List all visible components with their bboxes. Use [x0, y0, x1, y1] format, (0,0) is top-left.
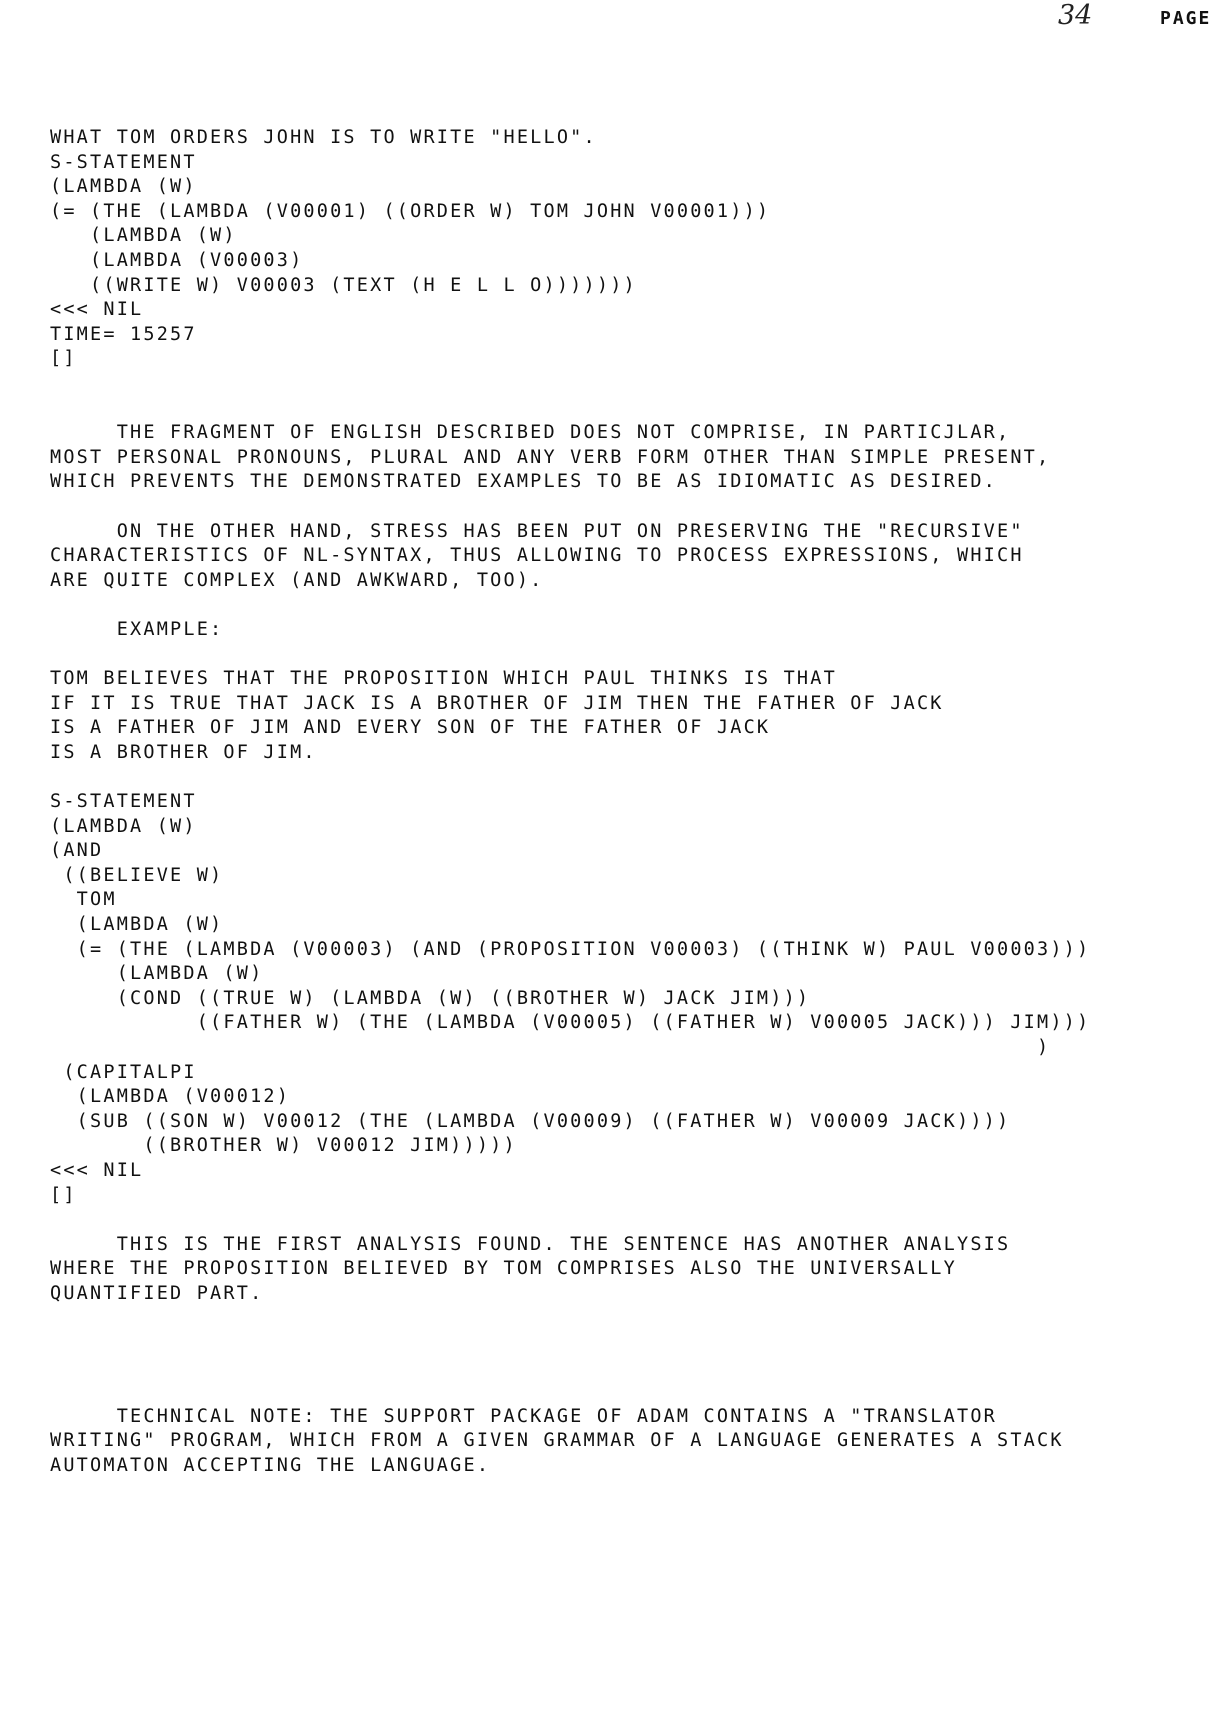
text-line: S-STATEMENT [50, 791, 197, 813]
document-body [50, 126, 1220, 1479]
text-line: WHAT TOM ORDERS JOHN IS TO WRITE "HELLO". [50, 127, 597, 148]
text-line: ) [50, 1036, 1051, 1058]
example-statement-output [50, 790, 1220, 1208]
text-line: S-STATEMENT [50, 151, 197, 173]
text-line: (SUB ((SON W) V00012 (THE (LAMBDA (V00009) ((FATHER W) V00009 JACK)))) [50, 1110, 1011, 1132]
text-line: (= (THE (LAMBDA (V00003) (AND (PROPOSITION V00003) ((THINK W) PAUL V00003))) [50, 938, 1091, 960]
page-label: PAGE [1160, 8, 1212, 29]
text-line: (LAMBDA (W) [50, 914, 224, 935]
page-header [0, 0, 1225, 40]
text-line: (LAMBDA (V00012) [50, 1086, 291, 1108]
text-line: WHICH PREVENTS THE DEMONSTRATED EXAMPLES TO BE AS IDIOMATIC AS DESIRED. [50, 471, 997, 493]
spacer [50, 593, 1220, 618]
text-line: MOST PERSONAL PRONOUNS, PLURAL AND ANY VERB FORM OTHER THAN SIMPLE PRESENT, [50, 446, 1051, 468]
page-number: 34 [1058, 0, 1093, 31]
spacer [50, 1307, 1220, 1405]
text-line: CHARACTERISTICS OF NL-SYNTAX, THUS ALLOWING TO PROCESS EXPRESSIONS, WHICH [50, 545, 1024, 567]
spacer [50, 1208, 1220, 1233]
spacer [50, 642, 1220, 667]
text-line: THIS IS THE FIRST ANALYSIS FOUND. THE SENTENCE HAS ANOTHER ANALYSIS [50, 1233, 1011, 1255]
example-sentence [50, 667, 1220, 765]
text-line: (LAMBDA (W) [50, 176, 197, 198]
text-line: (LAMBDA (W) [50, 963, 264, 985]
text-line: ((FATHER W) (THE (LAMBDA (V00005) ((FATHER W) V00005 JACK))) JIM))) [50, 1012, 1091, 1034]
text-line: ARE QUITE COMPLEX (AND AWKWARD, TOO). [50, 569, 544, 591]
text-line: (LAMBDA (W) [50, 815, 197, 837]
text-line: TOM [50, 889, 117, 911]
text-line: (= (THE (LAMBDA (V00001) ((ORDER W) TOM JOHN V00001))) [50, 200, 771, 222]
text-line: <<< NIL [50, 299, 144, 321]
text-line: IF IT IS TRUE THAT JACK IS A BROTHER OF JIM THEN THE FATHER OF JACK [50, 692, 944, 714]
text-line: (AND [50, 840, 104, 862]
text-line: [] [50, 1184, 77, 1206]
text-line: (CAPITALPI [50, 1061, 197, 1083]
text-line: WRITING" PROGRAM, WHICH FROM A GIVEN GRAMMAR OF A LANGUAGE GENERATES A STACK [50, 1430, 1064, 1452]
text-line: ON THE OTHER HAND, STRESS HAS BEEN PUT ON PRESERVING THE "RECURSIVE" [50, 520, 1024, 542]
text-line: (LAMBDA (V00003) [50, 249, 304, 271]
text-line: IS A BROTHER OF JIM. [50, 741, 317, 763]
text-line: TIME= 15257 [50, 323, 197, 345]
text-line: ((BROTHER W) V00012 JIM))))) [50, 1135, 517, 1157]
text-line: ((WRITE W) V00003 (TEXT (H E L L O))))))) [50, 274, 637, 296]
spacer [50, 372, 1220, 421]
text-line: TOM BELIEVES THAT THE PROPOSITION WHICH PAUL THINKS IS THAT [50, 668, 837, 690]
text-line: (COND ((TRUE W) (LAMBDA (W) ((BROTHER W) JACK JIM))) [50, 987, 811, 1009]
text-line: AUTOMATON ACCEPTING THE LANGUAGE. [50, 1455, 491, 1477]
spacer [50, 765, 1220, 790]
text-line: <<< NIL [50, 1159, 144, 1181]
paragraph-first-analysis [50, 1233, 1220, 1307]
paragraph-technical-note [50, 1405, 1220, 1479]
spacer [50, 495, 1220, 520]
paragraph-other-hand [50, 520, 1220, 594]
text-line: IS A FATHER OF JIM AND EVERY SON OF THE FATHER OF JACK [50, 717, 771, 739]
example-label [50, 618, 1220, 643]
text-line: QUANTIFIED PART. [50, 1282, 264, 1304]
text-line: TECHNICAL NOTE: THE SUPPORT PACKAGE OF ADAM CONTAINS A "TRANSLATOR [50, 1405, 997, 1427]
text-line: THE FRAGMENT OF ENGLISH DESCRIBED DOES NOT COMPRISE, IN PARTICJLAR, [50, 422, 1011, 444]
text-line: WHERE THE PROPOSITION BELIEVED BY TOM COMPRISES ALSO THE UNIVERSALLY [50, 1258, 957, 1280]
paragraph-fragment [50, 421, 1220, 495]
text-line: [] [50, 348, 77, 370]
text-line: ((BELIEVE W) [50, 864, 224, 886]
text-line: (LAMBDA (W) [50, 225, 237, 247]
text-line: EXAMPLE: [50, 618, 224, 640]
example-hello-output [50, 126, 1220, 372]
